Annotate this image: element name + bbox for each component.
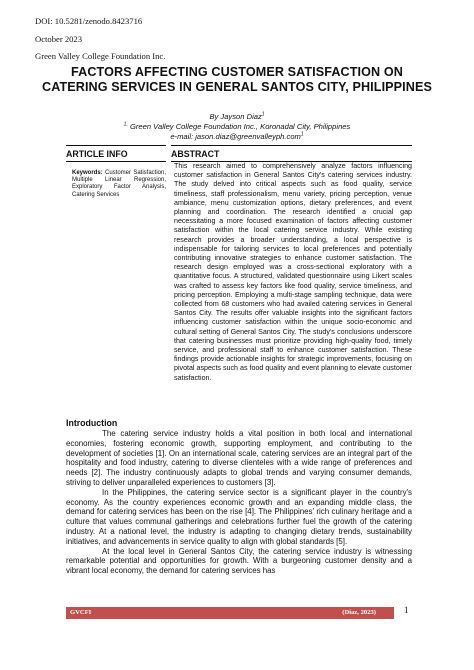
affiliation-text: Green Valley College Foundation Inc., Koronadal City, Philippines bbox=[129, 122, 351, 131]
footer-citation: (Diaz, 2023) bbox=[342, 609, 376, 616]
introduction-heading: Introduction bbox=[66, 418, 118, 428]
email-text: e-mail: jason.diaz@greenvalleyph.com bbox=[170, 132, 301, 141]
email-line bbox=[60, 132, 414, 141]
intro-paragraph-3: At the local level in General Santos City, the catering service industry is witnessing remarkable potential and opportunities for growth. With a burgeoning customer density and a vibrant local economy, the demand for catering services has bbox=[66, 546, 412, 576]
abstract-header bbox=[171, 145, 412, 162]
abstract-text: This research aimed to comprehensively analyze factors influencing customer satisfaction in General Santos City's catering services industry. The study delved into critical aspects such as food quality, service timeliness, staff professionalism, menu variety, pricing perception, venue ambiance, menu customization options, dietary preferences, and event planning and coordination. The research identified a crucial gap necessitating a more focused examination of factors affecting customer satisfaction within the local catering service industry. While existing research provides a broader understanding, a local perspective is indispensable for tailoring services to local preferences and potentially contributing innovative strategies to enhance customer satisfaction. The research design employed was a cross-sectional exploratory with a quantitative focus. A structured, validated questionnaire using Likert scales was crafted to assess key factors like food quality, service timeliness, and pricing perception. Employing a multi-stage sampling technique, data were collected from 68 customers who had availed catering services in General Santos City. The results offer valuable insights into the significant factors influencing customer satisfaction within the unique socio-economic and cultural setting of General Santos City. The study's conclusions underscore that catering businesses must prioritize providing high-quality food, timely service, and professional staff to enhance customer satisfaction. These findings provide actionable insights for strategic improvements, focusing on pivotal aspects such as food quality and event planning to elevate customer satisfaction. bbox=[174, 162, 412, 382]
publisher-text: Green Valley College Foundation Inc. bbox=[35, 51, 166, 61]
page-number: 1 bbox=[404, 605, 409, 615]
affiliation-sup: 1, bbox=[123, 121, 128, 128]
paper-title: FACTORS AFFECTING CUSTOMER SATISFACTION ON CATERING SERVICES IN GENERAL SANTOS CITY, PHILIPPINES bbox=[42, 65, 432, 94]
article-info-label: ARTICLE INFO bbox=[66, 149, 128, 159]
author-line bbox=[60, 112, 414, 121]
keywords-label: Keywords: bbox=[72, 170, 103, 176]
intro-paragraph-1: The catering service industry holds a vital position in both local and international economies, fostering economic growth, supporting employment, and contributing to the development of societies [1]. On an international scale, catering services are an integral part of the hospitality and food industry, catering to diverse clienteles with a wide range of preferences and needs [2]. The industry continuously adapts to global trends and varying consumer demands, striving to deliver unparalleled experiences to customers [3]. bbox=[66, 429, 412, 487]
keywords-text: Customer Satisfaction, Multiple Linear Regression, Exploratory Factor Analysis, Catering Services bbox=[72, 170, 166, 198]
doi-text: DOI: 10.5281/zenodo.8423716 bbox=[35, 16, 143, 26]
article-info-header bbox=[66, 145, 166, 162]
author-name: By Jayson Diaz bbox=[209, 112, 262, 121]
introduction-body bbox=[66, 429, 412, 576]
intro-paragraph-2: In the Philippines, the catering service sector is a significant player in the country's economy. As the country experiences economic growth and an expanding middle class, the demand for catering services has been on the rise [4]. The Philippines' rich culinary heritage and a culture that values communal gatherings and celebrations further fuel the growth of the catering industry. At a national level, the industry is adapting to changing dietary trends, sustainability initiatives, and advancements in service quality to align with global standards [5]. bbox=[66, 487, 412, 546]
footer-journal: GVCFI bbox=[70, 609, 92, 616]
affiliation-line bbox=[60, 122, 414, 131]
author-sup: 1 bbox=[261, 111, 265, 118]
keywords-block bbox=[72, 170, 166, 199]
date-text: October 2023 bbox=[35, 34, 83, 44]
footer-bar bbox=[66, 607, 394, 619]
abstract-label: ABSTRACT bbox=[171, 149, 220, 159]
email-sup: 1 bbox=[300, 131, 304, 138]
